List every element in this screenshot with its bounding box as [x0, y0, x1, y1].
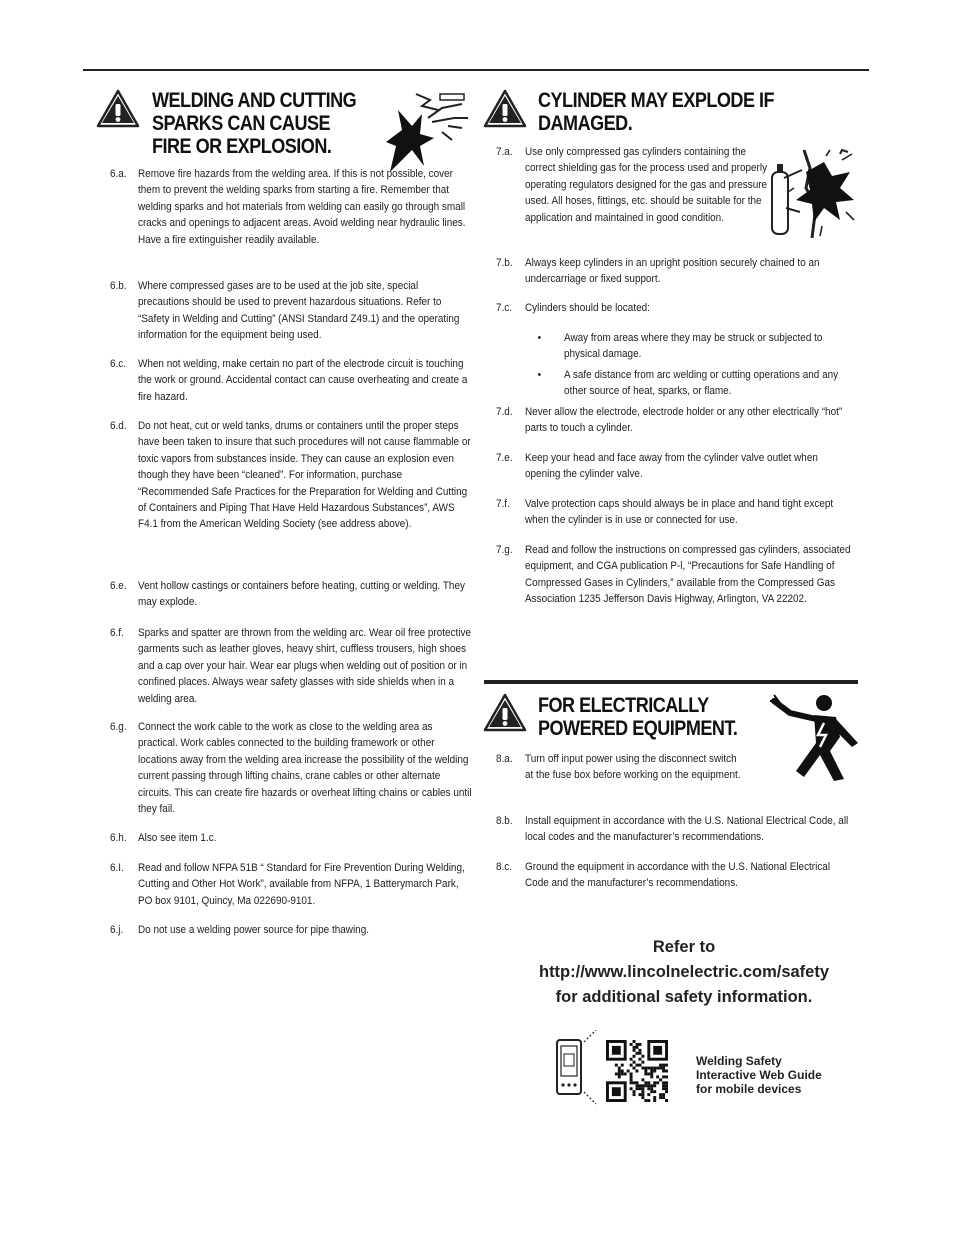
bullet-text: A safe distance from arc welding or cutting operations and any other source of heat, sparks, or flame.	[564, 369, 839, 398]
item-text: Read and follow NFPA 51B “ Standard for Fire Prevention During Welding, Cutting and Other Hot Work”, available from NFPA, 1 Batterymarch Park, PO box 9101, Quincy, Ma 022690-9101.	[137, 862, 465, 907]
cylinder-item	[496, 496, 852, 529]
electric-item	[496, 859, 852, 892]
item-number: 7.d.	[496, 406, 513, 418]
item-number: 6.b.	[110, 280, 127, 292]
item-text: Valve protection caps should always be in place and hand tight except when the cylinder is in use or connected for use.	[524, 498, 834, 527]
cylinder-bullet	[537, 330, 853, 363]
gas-cylinder-icon	[766, 148, 858, 240]
item-number: 7.a.	[496, 146, 513, 158]
refer-line-3: for additional safety information.	[555, 988, 813, 1006]
item-text: Read and follow the instructions on compressed gas cylinders, associated equipment, and CGA publication P-l, “Precautions for Safe Handling of Compressed Gases in Cylinders,” available from the Compressed Gas Association 1235 Jefferson Davis Highway, Arlington, VA 22202.	[524, 544, 851, 606]
cylinder-bullet	[537, 367, 853, 400]
fire-item	[110, 166, 472, 248]
welding-sparks-icon	[382, 88, 470, 176]
cylinder-item	[496, 255, 852, 288]
bullet-text: Away from areas where they may be struck or subjected to physical damage.	[564, 332, 823, 361]
cylinder-item	[496, 450, 852, 483]
item-text: Cylinders should be located:	[524, 302, 650, 314]
item-text: Remove fire hazards from the welding area. If this is not possible, cover them to prevent the welding sparks from starting a fire. Remember that welding sparks and hot materials from welding can easily go through small cracks and openings to adjacent areas. Avoid welding near hydraulic lines. Have a fire extinguisher readily available.	[137, 168, 466, 246]
item-text: Sparks and spatter are thrown from the welding arc. Wear oil free protective garments such as leather gloves, heavy shirt, cuffless trousers, high shoes and a cap over your hair. Wear ear plugs when welding out of position or in confined places. Always wear safety glasses with side shields when in a welding area.	[137, 627, 472, 705]
cylinder-heading: CYLINDER MAY EXPLODE IF DAMAGED.	[538, 89, 775, 135]
item-number: 7.b.	[496, 257, 513, 269]
item-number: 7.c.	[496, 302, 513, 314]
cylinder-item	[496, 542, 852, 608]
cylinder-item	[496, 144, 770, 226]
cylinder-item	[496, 300, 852, 316]
fire-item	[110, 830, 472, 846]
item-number: 7.e.	[496, 452, 513, 464]
refer-url[interactable]: http://www.lincolnelectric.com/safety	[538, 963, 830, 981]
item-text: Vent hollow castings or containers before heating, cutting or welding. They may explode.	[137, 580, 465, 609]
bullet-dot: •	[537, 332, 542, 344]
item-text: Keep your head and face away from the cylinder valve outlet when opening the cylinder valve.	[524, 452, 818, 481]
fire-item	[110, 278, 472, 344]
item-text: Ground the equipment in accordance with the U.S. National Electrical Code and the manufacturer’s recommendations.	[524, 861, 831, 890]
qr-code-icon[interactable]	[606, 1040, 668, 1102]
item-number: 8.b.	[496, 815, 513, 827]
item-number: 6.e.	[110, 580, 127, 592]
fire-item	[110, 356, 472, 405]
fire-item	[110, 860, 472, 909]
item-number: 6.c.	[110, 358, 127, 370]
cylinder-item	[496, 404, 852, 437]
fire-item	[110, 418, 472, 533]
item-text: Never allow the electrode, electrode holder or any other electrically “hot” parts to touch a cylinder.	[524, 406, 843, 435]
item-text: Do not use a welding power source for pipe thawing.	[137, 924, 369, 936]
item-number: 6.j.	[110, 924, 124, 936]
item-number: 8.c.	[496, 861, 513, 873]
item-number: 6.f.	[110, 627, 124, 639]
item-number: 7.f.	[496, 498, 510, 510]
item-text: Connect the work cable to the work as close to the welding area as practical. Work cables connected to the building framework or other locations away from the welding area increase the possibility of the welding current passing through lifting chains, crane cables or other alternate circuits. This can create fire hazards or overheat lifting chains or cables until they fail.	[137, 721, 472, 816]
refer-line-1: Refer to	[652, 938, 716, 956]
item-number: 6.h.	[110, 832, 127, 844]
item-text: Also see item 1.c.	[137, 832, 217, 844]
fire-item	[110, 719, 472, 817]
electric-item	[496, 813, 852, 846]
fire-item	[110, 625, 472, 707]
warning-triangle-icon	[96, 89, 140, 129]
fire-item	[110, 922, 472, 938]
mobile-phone-icon	[554, 1030, 600, 1106]
item-text: Always keep cylinders in an upright position securely chained to an undercarriage or fixed support.	[524, 257, 820, 286]
warning-triangle-icon	[483, 89, 527, 129]
item-text: Install equipment in accordance with the U.S. National Electrical Code, all local codes and the manufacturer’s recommendations.	[524, 815, 849, 844]
electric-shock-icon	[770, 693, 860, 781]
fire-heading: WELDING AND CUTTING SPARKS CAN CAUSE FIRE OR EXPLOSION.	[152, 89, 357, 158]
item-number: 6.a.	[110, 168, 127, 180]
electric-item	[496, 751, 745, 784]
item-text: Use only compressed gas cylinders containing the correct shielding gas for the process used and properly operating regulators designed for the gas and pressure used. All hoses, fittings, etc. should be suitable for the application and maintained in good condition.	[524, 146, 768, 224]
warning-triangle-icon	[483, 693, 527, 733]
item-number: 6.g.	[110, 721, 127, 733]
item-text: Where compressed gases are to be used at the job site, special precautions should be used to prevent hazardous situations. Refer to “Safety in Welding and Cutting” (ANSI Standard Z49.1) and the operating information for the equipment being used.	[137, 280, 460, 342]
item-text: Do not heat, cut or weld tanks, drums or containers until the proper steps have been taken to insure that such procedures will not cause flammable or toxic vapors from substances inside. They can cause an explosion even though they have been “cleaned”. For information, purchase “Recommended Safe Practices for the Preparation for Welding and Cutting of Containers and Piping That Have Held Hazardous Substances”, AWS F4.1 from the American Welding Society (see address above).	[137, 420, 471, 531]
fire-item	[110, 578, 472, 611]
electric-heading: FOR ELECTRICALLY POWERED EQUIPMENT.	[538, 694, 738, 740]
section-rule	[484, 680, 858, 684]
item-number: 8.a.	[496, 753, 513, 765]
item-text: When not welding, make certain no part of the electrode circuit is touching the work or ground. Accidental contact can cause overheating and create a fire hazard.	[137, 358, 468, 403]
item-number: 7.g.	[496, 544, 513, 556]
qr-caption: Welding Safety Interactive Web Guide for mobile devices	[696, 1054, 822, 1096]
top-rule	[83, 69, 869, 71]
item-text: Turn off input power using the disconnect switch at the fuse box before working on the equipment.	[524, 753, 741, 782]
item-number: 6.d.	[110, 420, 127, 432]
bullet-dot: •	[537, 369, 542, 381]
item-number: 6.I.	[110, 862, 124, 874]
